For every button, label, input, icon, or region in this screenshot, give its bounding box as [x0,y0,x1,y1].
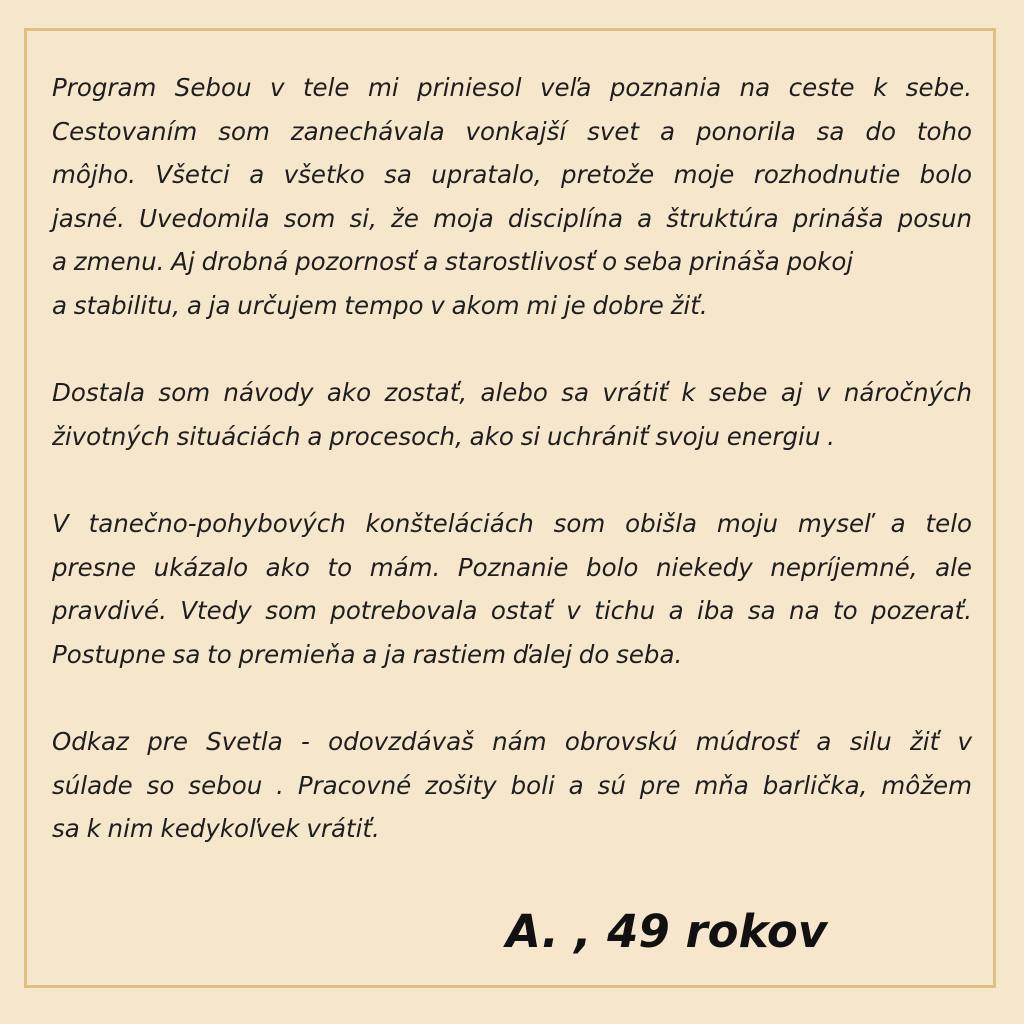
text-line: životných situáciách a procesoch, ako si uchrániť svoju energiu . [52,421,835,451]
text-line: môjho. Všetci a všetko sa upratalo, pretože moje rozhodnutie bolo [52,160,972,190]
text-line: Cestovaním som zanechávala vonkajší svet a ponorila sa do toho [52,116,972,146]
paragraph-4 [52,720,972,851]
text-line: súlade so sebou . Pracovné zošity boli a sú pre mňa barlička, môžem [52,770,972,800]
paragraph-2 [52,371,972,458]
author-signature: A. , 49 rokov [506,905,828,958]
text-line: jasné. Uvedomila som si, že moja disciplína a štruktúra prináša posun [52,203,972,233]
text-line: a zmenu. Aj drobná pozornosť a starostlivosť o seba prináša pokoj [52,247,854,277]
text-line: a stabilitu, a ja určujem tempo v akom mi je dobre žiť. [52,290,708,320]
text-line: sa k nim kedykoľvek vrátiť. [52,814,380,844]
text-line: presne ukázalo ako to mám. Poznanie bolo niekedy nepríjemné, ale [52,552,972,582]
text-line: Odkaz pre Svetla - odovzdávaš nám obrovskú múdrosť a silu žiť v [52,726,972,756]
text-line: V tanečno-pohybových konšteláciách som obišla moju myseľ a telo [52,508,972,538]
paragraph-1 [52,66,972,328]
text-line: Postupne sa to premieňa a ja rastiem ďalej do seba. [52,639,683,669]
text-line: Dostala som návody ako zostať, alebo sa vrátiť k sebe aj v náročných [52,378,972,408]
text-line: pravdivé. Vtedy som potrebovala ostať v tichu a iba sa na to pozerať. [52,596,972,626]
paragraph-3 [52,502,972,676]
text-line: Program Sebou v tele mi priniesol veľa poznania na ceste k sebe. [52,73,972,102]
testimonial-text [52,66,972,894]
